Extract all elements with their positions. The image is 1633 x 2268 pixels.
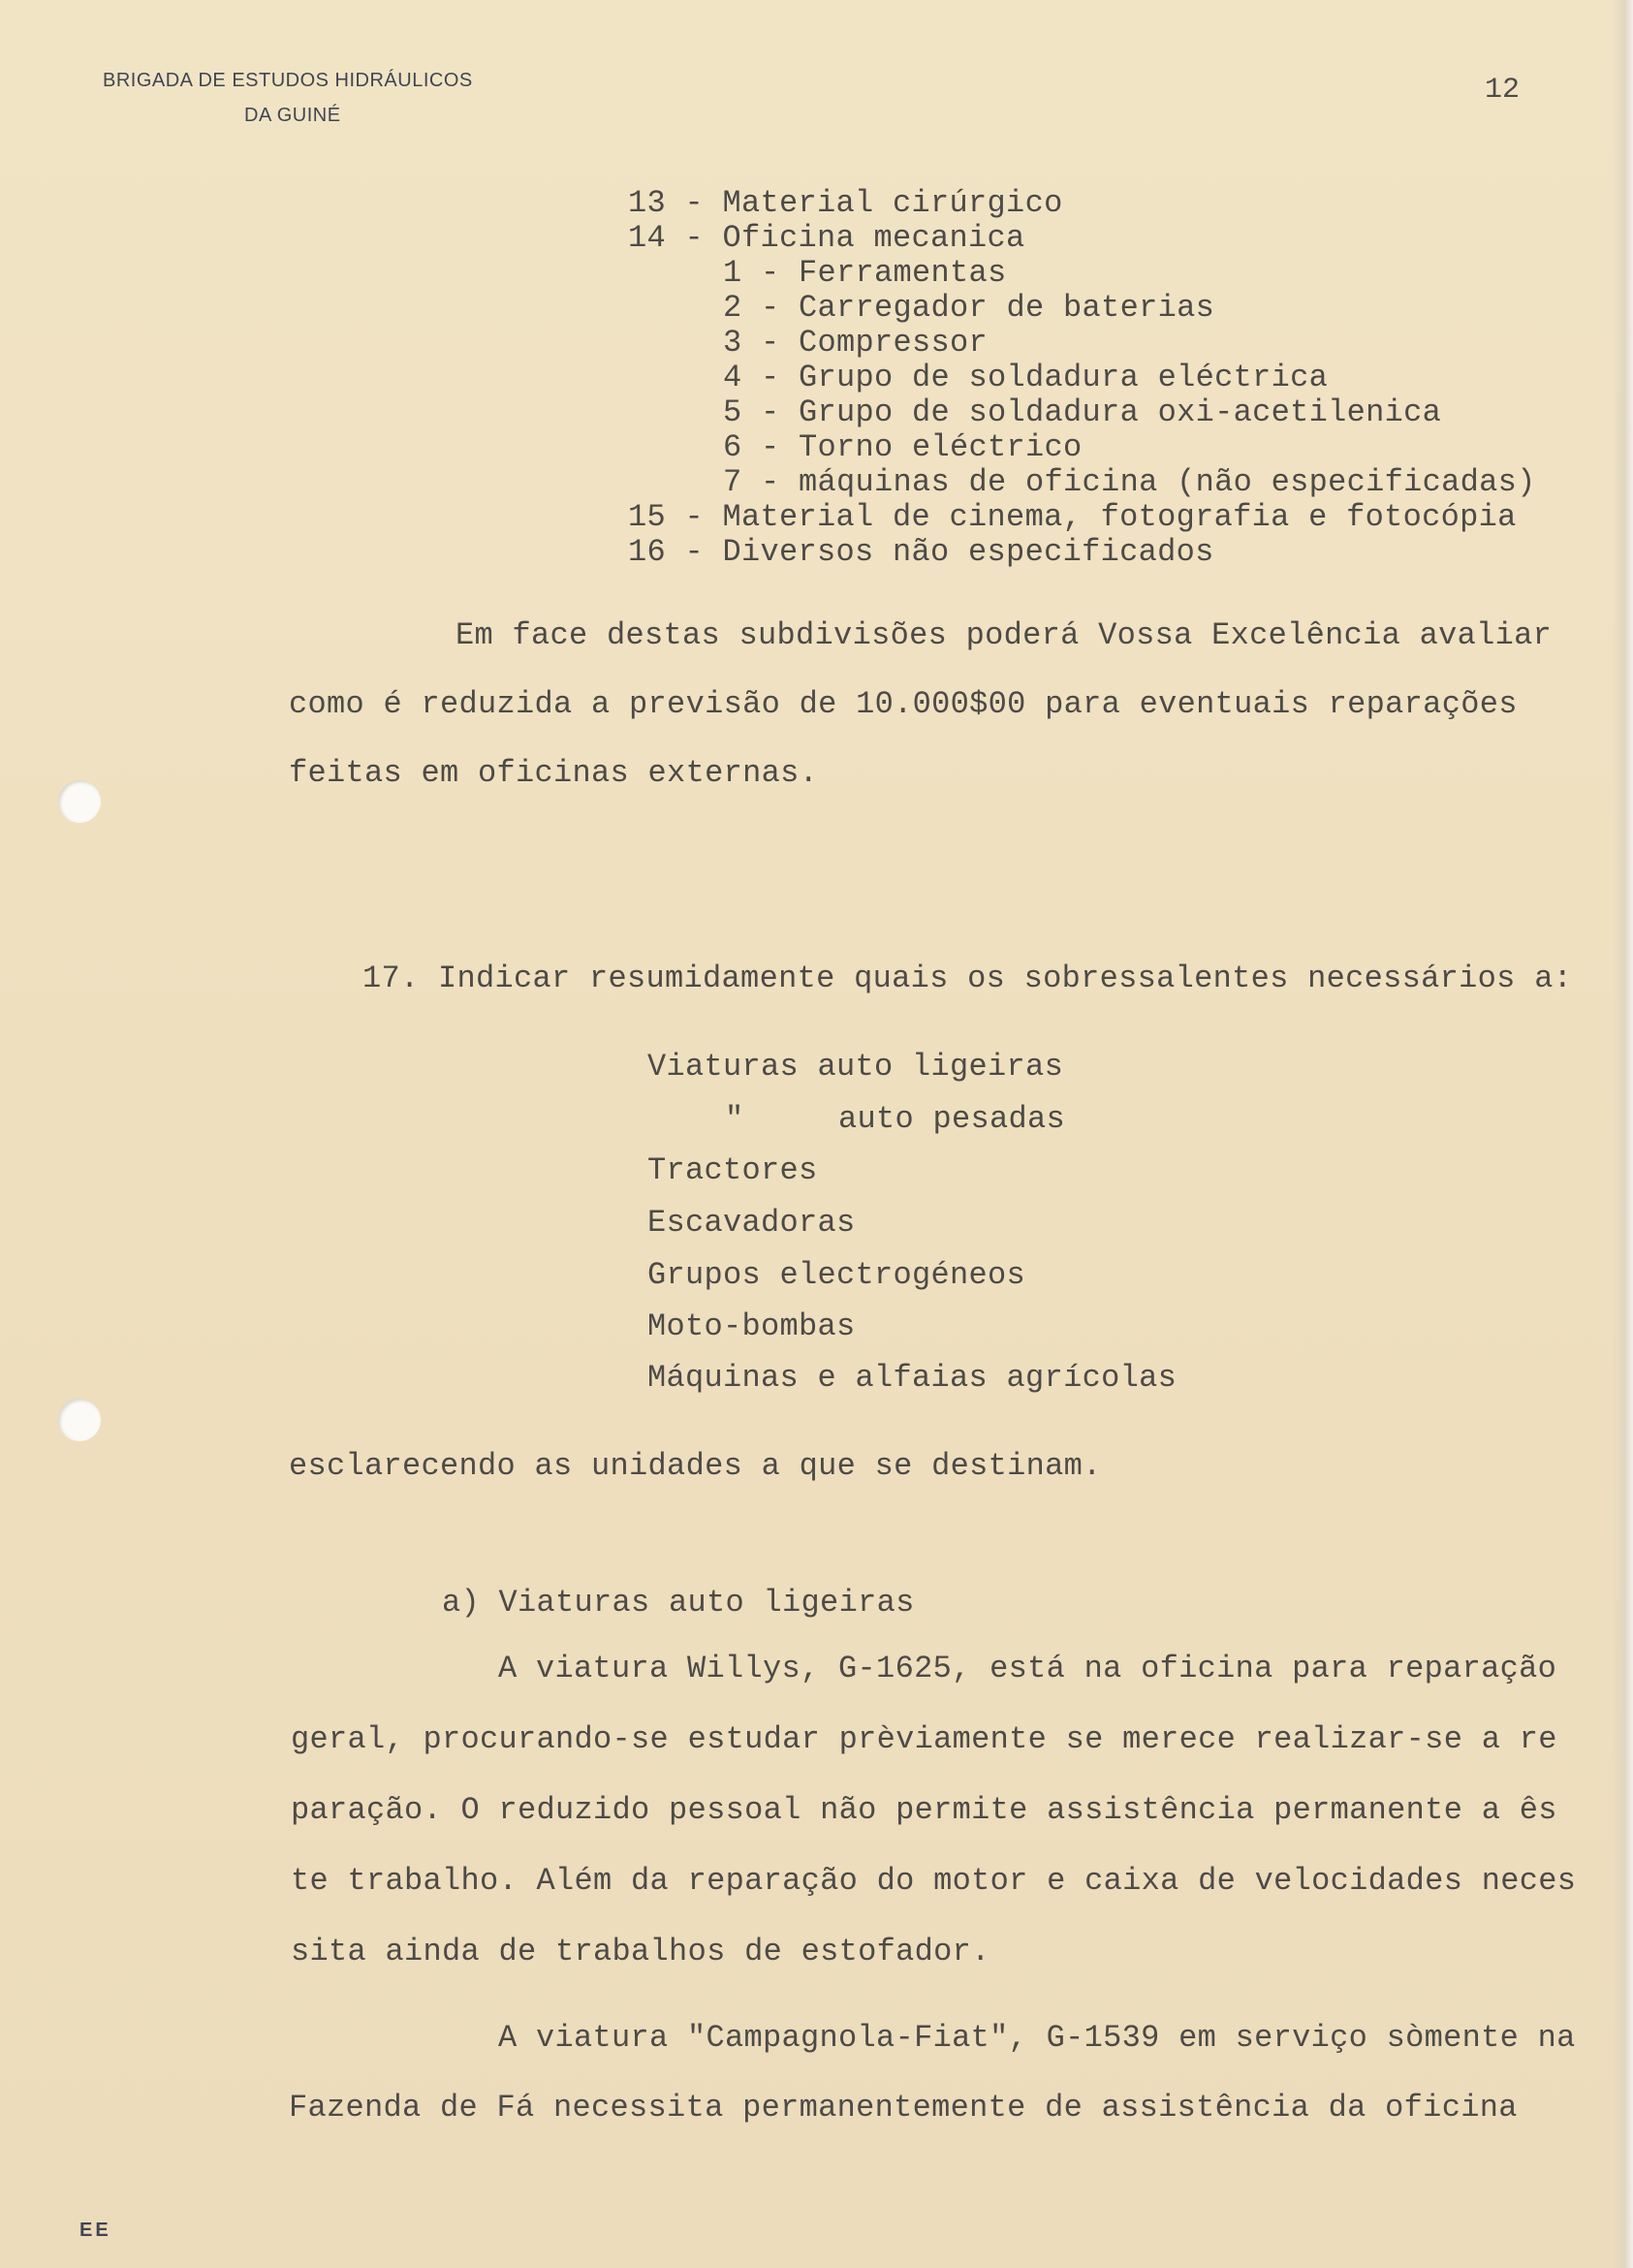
paragraph-line: geral, procurando-se estudar prèviamente se merece realizar-se a re bbox=[291, 1721, 1557, 1757]
question-17: 17. Indicar resumidamente quais os sobressalentes necessários a: bbox=[362, 961, 1573, 996]
list-item: Moto-bombas bbox=[647, 1308, 856, 1344]
list-item: Tractores bbox=[647, 1152, 818, 1188]
paragraph-line: paração. O reduzido pessoal não permite assistência permanente a ês bbox=[291, 1792, 1557, 1828]
punch-hole-top bbox=[58, 780, 101, 823]
paragraph-line: Fazenda de Fá necessita permanentemente de assistência da oficina bbox=[289, 2090, 1518, 2126]
list-item: Viaturas auto ligeiras bbox=[647, 1049, 1064, 1085]
paper-edge bbox=[1612, 0, 1633, 2268]
list-item: " auto pesadas bbox=[725, 1101, 1066, 1137]
paragraph-line: A viatura "Campagnola-Fiat", G-1539 em serviço sòmente na bbox=[498, 2020, 1576, 2056]
page-number: 12 bbox=[1485, 74, 1521, 107]
list-item: 16 - Diversos não especificados bbox=[628, 534, 1214, 570]
paragraph-line: Em face destas subdivisões poderá Vossa Excelência avaliar bbox=[455, 617, 1553, 653]
paragraph-line: como é reduzida a previsão de 10.000$00 para eventuais reparações bbox=[289, 686, 1518, 722]
section-a-heading: a) Viaturas auto ligeiras bbox=[442, 1585, 915, 1621]
list-item: 4 - Grupo de soldadura eléctrica bbox=[723, 360, 1329, 395]
paragraph-line: A viatura Willys, G-1625, está na oficina para reparação bbox=[498, 1651, 1557, 1686]
list-item: Grupos electrogéneos bbox=[647, 1257, 1026, 1293]
list-item: 15 - Material de cinema, fotografia e fotocópia bbox=[628, 499, 1517, 535]
paragraph-line: te trabalho. Além da reparação do motor e caixa de velocidades neces bbox=[291, 1863, 1577, 1899]
list-item: 7 - máquinas de oficina (não especificadas) bbox=[723, 464, 1536, 500]
list-item: 5 - Grupo de soldadura oxi-acetilenica bbox=[723, 394, 1442, 430]
typist-initials: EE bbox=[79, 2220, 111, 2241]
paragraph-line: sita ainda de trabalhos de estofador. bbox=[291, 1934, 990, 1969]
letterhead-line-2: DA GUINÉ bbox=[244, 105, 341, 126]
list-item: Máquinas e alfaias agrícolas bbox=[647, 1360, 1178, 1396]
list-item: 14 - Oficina mecanica bbox=[628, 220, 1025, 256]
punch-hole-bottom bbox=[58, 1399, 101, 1441]
list-item: 6 - Torno eléctrico bbox=[723, 429, 1083, 465]
clarification-line: esclarecendo as unidades a que se destinam. bbox=[289, 1448, 1102, 1484]
list-item: Escavadoras bbox=[647, 1205, 856, 1241]
list-item: 1 - Ferramentas bbox=[723, 255, 1007, 291]
list-item: 13 - Material cirúrgico bbox=[628, 185, 1063, 221]
list-item: 3 - Compressor bbox=[723, 325, 989, 361]
list-item: 2 - Carregador de baterias bbox=[723, 290, 1215, 326]
letterhead-line-1: BRIGADA DE ESTUDOS HIDRÁULICOS bbox=[103, 70, 473, 91]
paragraph-line: feitas em oficinas externas. bbox=[289, 755, 819, 791]
